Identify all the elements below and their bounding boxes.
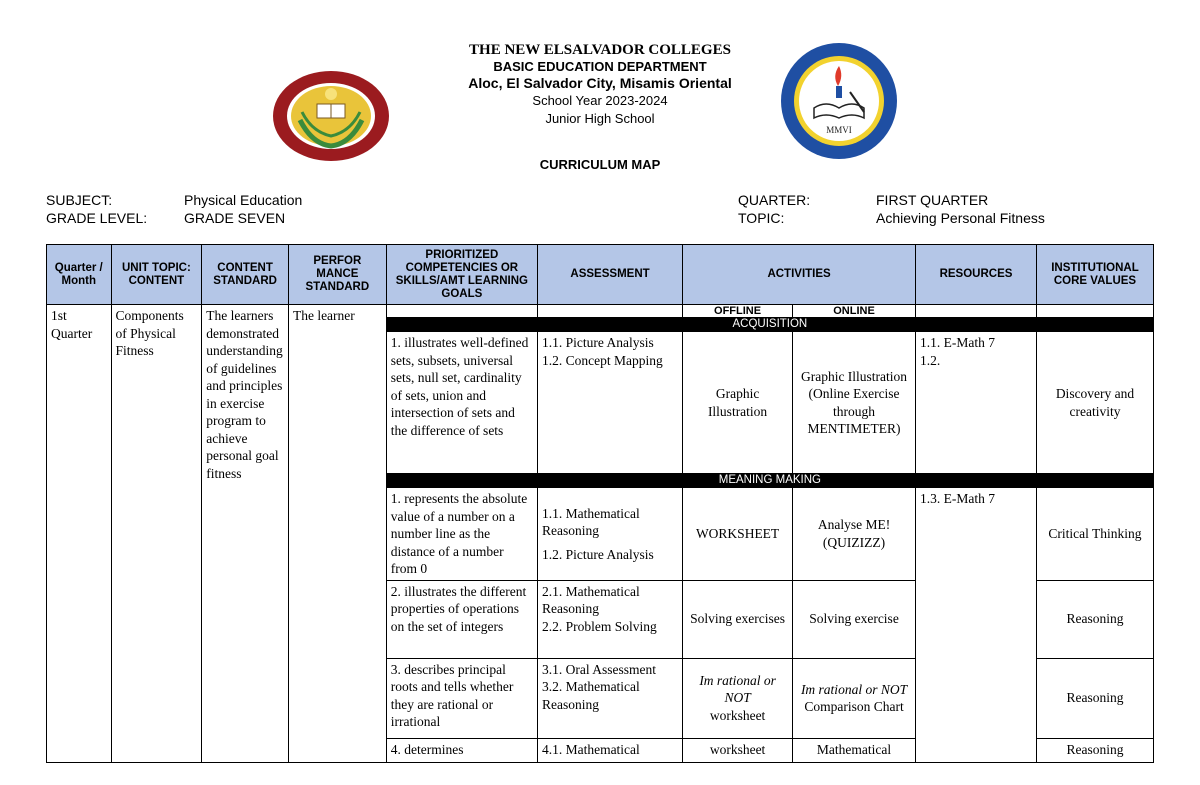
department-name: BASIC EDUCATION DEPARTMENT: [493, 59, 707, 74]
unit-topic-cell: Components of Physical Fitness: [111, 305, 202, 763]
offline-activity-cell: WORKSHEET: [683, 488, 793, 581]
competency-cell: 3. describes principal roots and tells whether they are rational or irrational: [386, 658, 537, 738]
col-header-assessment: ASSESSMENT: [537, 245, 682, 305]
school-level: Junior High School: [545, 111, 655, 126]
grade-level-value: GRADE SEVEN: [184, 210, 286, 226]
online-activity-cell: Im rational or NOT Comparison Chart: [793, 658, 916, 738]
online-activity-cell: Analyse ME! (QUIZIZZ): [793, 488, 916, 581]
subject-value: Physical Education: [184, 192, 303, 208]
assessment-cell: 1.1. Mathematical Reasoning 1.2. Picture Analysis: [537, 488, 682, 581]
performance-standard-cell: The learner: [288, 305, 386, 763]
offline-activity-cell: Graphic Illustration: [683, 332, 793, 474]
offline-activity-cell: Im rational or NOT worksheet: [683, 658, 793, 738]
band-acquisition: ACQUISITION: [386, 318, 1153, 332]
grade-level-label: GRADE LEVEL:: [46, 210, 148, 226]
core-values-cell: Reasoning: [1036, 580, 1153, 658]
online-activity-cell: Solving exercise: [793, 580, 916, 658]
topic-label: TOPIC:: [738, 210, 785, 226]
col-header-competencies: PRIORITIZED COMPETENCIES OR SKILLS/AMT LEARNING GOALS: [386, 245, 537, 305]
col-header-quarter: Quarter / Month: [47, 245, 112, 305]
resources-cell: 1.3. E-Math 7: [916, 488, 1037, 763]
quarter-label: QUARTER:: [738, 192, 811, 208]
content-standard-cell: The learners demonstrated understanding of guidelines and principles in exercise program to achieve personal goal fitness: [202, 305, 289, 763]
offline-activity-cell: worksheet: [683, 738, 793, 762]
col-header-resources: RESOURCES: [916, 245, 1037, 305]
offline-activity-cell: Solving exercises: [683, 580, 793, 658]
subheader-offline: OFFLINE: [683, 305, 793, 318]
col-header-core-values: INSTITUTIONAL CORE VALUES: [1036, 245, 1153, 305]
seal-year-text: MMVI: [826, 125, 852, 135]
curriculum-map-table: [46, 244, 1154, 763]
topic-value: Achieving Personal Fitness: [876, 210, 1045, 226]
band-meaning-making: MEANING MAKING: [386, 474, 1153, 488]
online-activity-cell: Graphic Illustration (Online Exercise through MENTIMETER): [793, 332, 916, 474]
assessment-cell: 1.1. Picture Analysis 1.2. Concept Mapping: [537, 332, 682, 474]
resources-cell: 1.1. E-Math 7 1.2.: [916, 332, 1037, 474]
college-seal-logo: [272, 70, 390, 162]
competency-cell: 1. illustrates well-defined sets, subsets, universal sets, null set, cardinality of sets, union and intersection of sets and the difference of sets: [386, 332, 537, 474]
assessment-cell: 4.1. Mathematical: [537, 738, 682, 762]
core-values-cell: Critical Thinking: [1036, 488, 1153, 581]
assessment-cell: 2.1. Mathematical Reasoning 2.2. Problem Solving: [537, 580, 682, 658]
competency-cell: 1. represents the absolute value of a number on a number line as the distance of a number from 0: [386, 488, 537, 581]
school-year: School Year 2023-2024: [532, 93, 668, 108]
quarter-value: FIRST QUARTER: [876, 192, 989, 208]
competency-cell: 4. determines: [386, 738, 537, 762]
online-activity-cell: Mathematical: [793, 738, 916, 762]
core-values-cell: Reasoning: [1036, 658, 1153, 738]
core-values-cell: Reasoning: [1036, 738, 1153, 762]
school-name: THE NEW ELSALVADOR COLLEGES: [469, 42, 731, 58]
subject-label: SUBJECT:: [46, 192, 113, 208]
col-header-performance-standard: PERFOR MANCE STANDARD: [288, 245, 386, 305]
subheader-online: ONLINE: [793, 305, 916, 318]
core-values-cell: Discovery and creativity: [1036, 332, 1153, 474]
document-title: CURRICULUM MAP: [539, 157, 661, 172]
col-header-activities: ACTIVITIES: [683, 245, 916, 305]
quarter-cell: 1st Quarter: [47, 305, 112, 763]
competency-cell: 2. illustrates the different properties of operations on the set of integers: [386, 580, 537, 658]
col-header-unit-topic: UNIT TOPIC: CONTENT: [111, 245, 202, 305]
col-header-content-standard: CONTENT STANDARD: [202, 245, 289, 305]
assessment-cell: 3.1. Oral Assessment 3.2. Mathematical Reasoning: [537, 658, 682, 738]
school-address: Aloc, El Salvador City, Misamis Oriental: [468, 75, 732, 91]
basic-education-seal-logo: [780, 42, 898, 160]
